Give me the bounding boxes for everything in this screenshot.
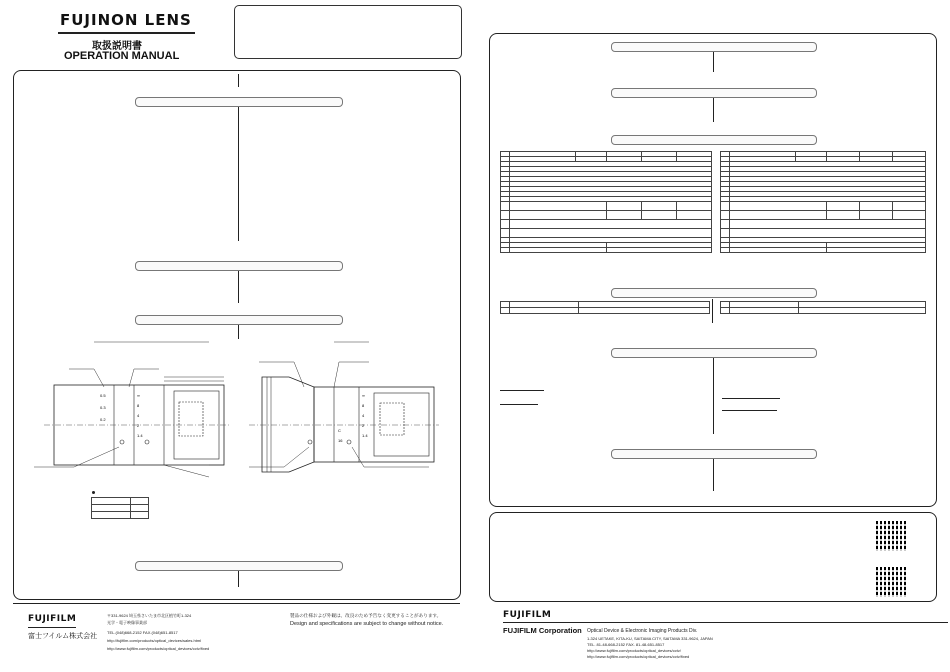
- notice-en: Design and specifications are subject to change without notice.: [290, 621, 444, 627]
- small-spec-table: [91, 497, 149, 519]
- fujifilm-logo: FUJIFILM: [28, 614, 77, 624]
- accessory-table-left: [500, 301, 710, 314]
- section-bar: [135, 315, 343, 325]
- address-line: http://www.fujifilm.com/products/optical_devices/cctv/: [587, 648, 681, 653]
- svg-text:0.3: 0.3: [100, 405, 106, 410]
- svg-text:2: 2: [362, 423, 365, 428]
- section-bar: [135, 261, 343, 271]
- section-bar: [611, 88, 817, 98]
- svg-text:1.4: 1.4: [137, 433, 143, 438]
- corporation-name: FUJIFILM Corporation: [503, 626, 582, 635]
- title-en: OPERATION MANUAL: [64, 50, 180, 62]
- svg-text:8: 8: [137, 403, 140, 408]
- section-bar: [611, 42, 817, 52]
- svg-text:0.5: 0.5: [100, 393, 106, 398]
- brand-title: FUJINON LENS: [60, 11, 192, 29]
- svg-text:2: 2: [137, 423, 140, 428]
- svg-text:4: 4: [362, 413, 365, 418]
- right-main-panel: [489, 33, 937, 507]
- left-main-panel: [13, 70, 461, 600]
- address-line: http://fujifilm.com/products/optical_devices/sales.html: [107, 638, 202, 643]
- title-underline: [58, 32, 195, 34]
- address-line: 〒331-9624 埼玉県さいたま市北区植竹町1-324: [107, 613, 192, 618]
- spec-table-right: [720, 151, 926, 253]
- lens-diagram-1: [34, 337, 234, 487]
- lens-diagram-2: [234, 337, 444, 487]
- svg-text:4: 4: [137, 413, 140, 418]
- company-name-jp: 富士フイルム株式会社: [28, 632, 98, 640]
- svg-text:1.4: 1.4: [362, 433, 368, 438]
- address-line: 光学・電子映像事業部: [107, 620, 147, 625]
- section-bar: [611, 288, 817, 298]
- fujifilm-logo: FUJIFILM: [503, 610, 552, 620]
- left-footer-rule: [13, 603, 460, 604]
- svg-text:0.2: 0.2: [100, 417, 106, 422]
- section-bar: [611, 135, 817, 145]
- address-line: TEL.(048)668-2152 FAX.(048)651-8517: [107, 630, 178, 635]
- svg-text:∞: ∞: [362, 393, 365, 398]
- address-line: http://www.fujifilm.com/products/optical_devices/cctv/fixed: [587, 654, 690, 659]
- address-line: 1-324 UETAKE, KITA-KU, SAITAMA CITY, SAITAMA 331-9624, JAPAN: [587, 636, 713, 641]
- section-bar: [611, 449, 817, 459]
- header-note-box: [234, 5, 462, 59]
- qr-code-icon: [876, 567, 906, 597]
- accessory-table-right: [720, 301, 926, 314]
- qr-code-icon: [876, 521, 906, 551]
- address-line: http://www.fujifilm.com/products/optical_devices/cctv/fixed: [107, 646, 210, 651]
- title-jp: 取扱説明書: [92, 41, 142, 52]
- division-name: Optical Device & Electronic Imaging Products Div.: [587, 628, 698, 634]
- svg-text:C: C: [338, 428, 341, 433]
- svg-text:16: 16: [338, 438, 343, 443]
- notice-jp: 製品の仕様および外観は、改良のため予告なく変更することがあります。: [290, 614, 442, 619]
- section-bar: [135, 561, 343, 571]
- spec-table-left: [500, 151, 712, 253]
- svg-text:∞: ∞: [137, 393, 140, 398]
- section-bar: [611, 348, 817, 358]
- section-bar: [135, 97, 343, 107]
- svg-text:8: 8: [362, 403, 365, 408]
- right-info-panel: [489, 512, 937, 602]
- address-line: TEL. 81-48-668-2152 FAX. 81-48-651-8517: [587, 642, 665, 647]
